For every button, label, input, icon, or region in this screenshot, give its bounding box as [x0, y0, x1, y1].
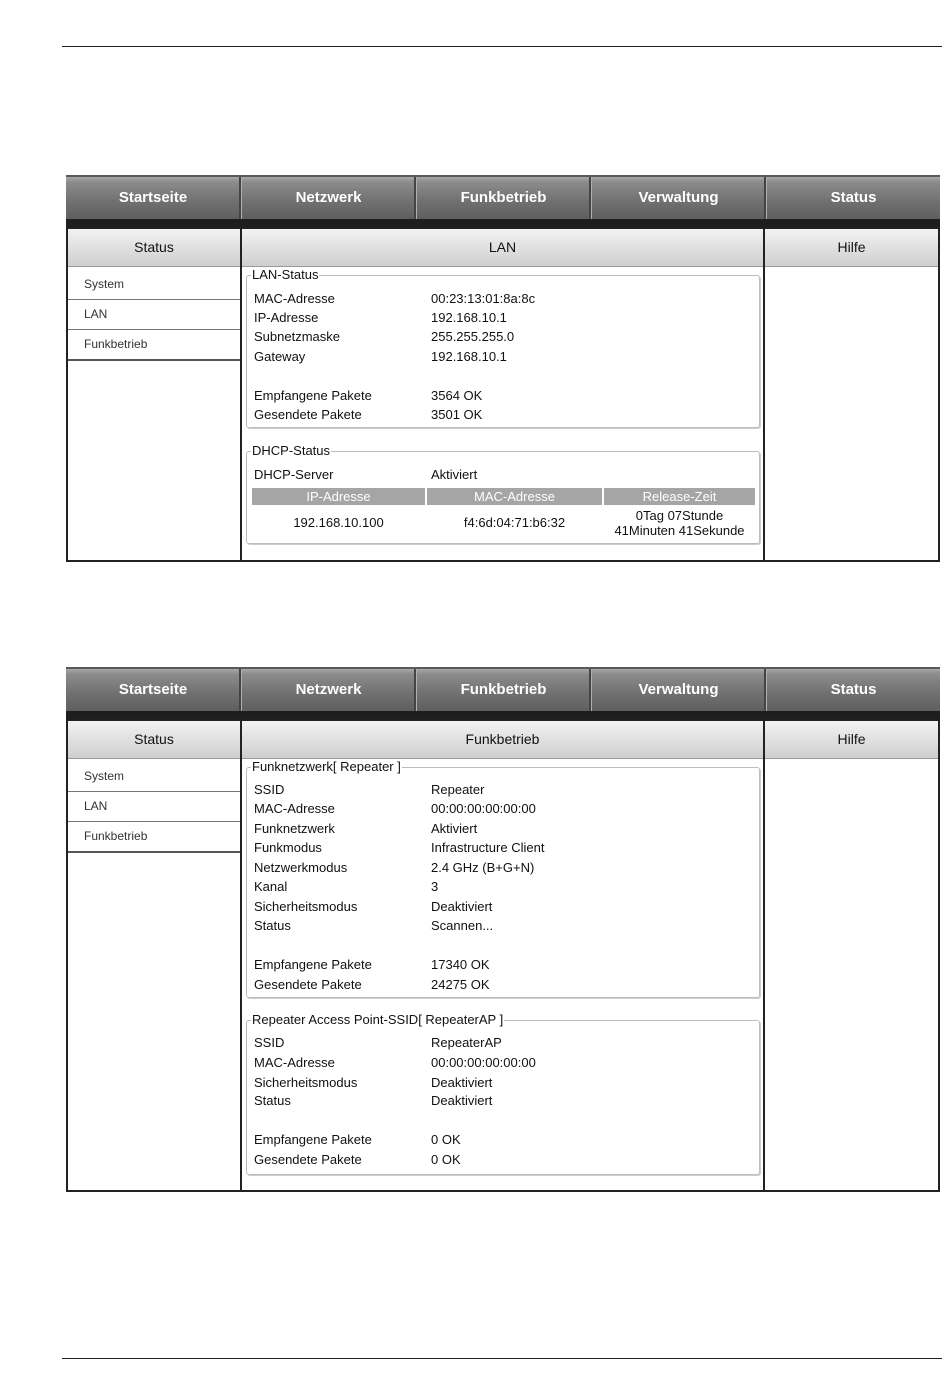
dhcp-col-release: Release-Zeit [604, 488, 755, 505]
main-panel [242, 229, 765, 560]
lan-status-group [246, 267, 760, 428]
mac-label: MAC-Adresse [254, 801, 335, 816]
sidebar [68, 229, 242, 560]
sidebar-item-lan[interactable]: LAN [68, 792, 240, 822]
ap-rx-packets-value: 0 OK [431, 1132, 461, 1147]
ssid-value: Repeater [431, 782, 485, 797]
security-mode-value: Deaktiviert [431, 899, 493, 914]
screenshot-lan [66, 175, 940, 563]
subnet-value: 255.255.255.0 [431, 329, 515, 344]
dhcp-col-ip: IP-Adresse [252, 488, 425, 505]
dhcp-server-value: Aktiviert [431, 467, 478, 482]
tab-startseite[interactable]: Startseite [118, 681, 188, 698]
ap-tx-packets-label: Gesendete Pakete [254, 1152, 362, 1167]
tx-packets-value: 24275 OK [431, 977, 490, 992]
dhcp-table [252, 488, 755, 538]
channel-label: Kanal [254, 879, 288, 894]
help-title: Hilfe [765, 721, 938, 759]
tx-packets-label: Gesendete Pakete [254, 977, 362, 992]
subnet-label: Subnetzmaske [254, 329, 340, 344]
sidebar-item-lan[interactable]: LAN [68, 300, 240, 330]
ssid-label: SSID [254, 782, 285, 797]
top-navigation [66, 667, 940, 711]
rx-packets-value: 3564 OK [431, 388, 483, 403]
sidebar-item-system[interactable]: System [68, 270, 240, 300]
sidebar-item-funkbetrieb[interactable]: Funkbetrieb [68, 330, 240, 361]
tab-verwaltung[interactable]: Verwaltung [638, 681, 719, 698]
status-label: Status [254, 918, 291, 933]
screenshot-funkbetrieb [66, 667, 940, 1193]
ap-tx-packets-value: 0 OK [431, 1152, 461, 1167]
tab-funkbetrieb[interactable]: Funkbetrieb [460, 681, 547, 698]
repeater-ap-legend: Repeater Access Point-SSID[ RepeaterAP ] [252, 1012, 504, 1027]
dhcp-status-legend: DHCP-Status [252, 443, 331, 458]
wireless-value: Aktiviert [431, 821, 478, 836]
page-title: LAN [242, 229, 763, 267]
wireless-network-group [246, 759, 760, 998]
sidebar-item-system[interactable]: System [68, 762, 240, 792]
dhcp-server-label: DHCP-Server [254, 467, 334, 482]
ip-value: 192.168.10.1 [431, 310, 507, 325]
gateway-value: 192.168.10.1 [431, 349, 507, 364]
security-mode-label: Sicherheitsmodus [254, 899, 358, 914]
bottom-rule [62, 1358, 942, 1359]
nav-divider [66, 711, 940, 719]
sidebar-title: Status [68, 229, 240, 267]
channel-value: 3 [431, 879, 439, 894]
status-value: Scannen... [431, 918, 494, 933]
ap-mac-value: 00:00:00:00:00:00 [431, 1055, 536, 1070]
help-title: Hilfe [765, 229, 938, 267]
rx-packets-label: Empfangene Pakete [254, 957, 372, 972]
rx-packets-label: Empfangene Pakete [254, 388, 372, 403]
ap-security-label: Sicherheitsmodus [254, 1075, 358, 1090]
nav-divider [66, 219, 940, 227]
ap-security-value: Deaktiviert [431, 1075, 493, 1090]
sidebar [68, 721, 242, 1190]
lan-status-legend: LAN-Status [252, 267, 319, 282]
rx-packets-value: 17340 OK [431, 957, 490, 972]
content-frame [66, 719, 940, 1192]
lease-release-line1: 0Tag 07Stunde [635, 508, 724, 523]
mac-value: 00:23:13:01:8a:8c [431, 291, 536, 306]
ap-rx-packets-label: Empfangene Pakete [254, 1132, 372, 1147]
tx-packets-value: 3501 OK [431, 407, 483, 422]
tab-funkbetrieb[interactable]: Funkbetrieb [460, 189, 547, 206]
top-rule [62, 46, 942, 47]
page-title: Funkbetrieb [242, 721, 763, 759]
ap-status-value: Deaktiviert [431, 1093, 493, 1108]
top-navigation [66, 175, 940, 219]
main-panel [242, 721, 765, 1190]
sidebar-title: Status [68, 721, 240, 759]
content-frame [66, 227, 940, 562]
tab-netzwerk[interactable]: Netzwerk [295, 189, 362, 206]
lease-ip: 192.168.10.100 [293, 515, 384, 530]
ip-label: IP-Adresse [254, 310, 319, 325]
radio-mode-value: Infrastructure Client [431, 840, 545, 855]
wireless-legend: Funknetzwerk[ Repeater ] [252, 759, 401, 774]
mac-value: 00:00:00:00:00:00 [431, 801, 536, 816]
tab-status[interactable]: Status [830, 189, 877, 206]
tab-status[interactable]: Status [830, 681, 877, 698]
lease-mac: f4:6d:04:71:b6:32 [463, 515, 566, 530]
dhcp-col-mac: MAC-Adresse [427, 488, 602, 505]
gateway-label: Gateway [254, 349, 306, 364]
tab-startseite[interactable]: Startseite [118, 189, 188, 206]
mac-label: MAC-Adresse [254, 291, 335, 306]
help-panel [765, 721, 938, 1190]
network-mode-value: 2.4 GHz (B+G+N) [431, 860, 535, 875]
lease-release-line2: 41Minuten 41Sekunde [614, 523, 745, 538]
tx-packets-label: Gesendete Pakete [254, 407, 362, 422]
network-mode-label: Netzwerkmodus [254, 860, 348, 875]
ap-ssid-label: SSID [254, 1035, 285, 1050]
tab-netzwerk[interactable]: Netzwerk [295, 681, 362, 698]
sidebar-item-funkbetrieb[interactable]: Funkbetrieb [68, 822, 240, 853]
ap-ssid-value: RepeaterAP [431, 1035, 502, 1050]
radio-mode-label: Funkmodus [254, 840, 322, 855]
ap-mac-label: MAC-Adresse [254, 1055, 335, 1070]
tab-verwaltung[interactable]: Verwaltung [638, 189, 719, 206]
wireless-label: Funknetzwerk [254, 821, 335, 836]
repeater-ap-group [246, 1012, 760, 1175]
help-panel [765, 229, 938, 560]
dhcp-status-group [246, 443, 760, 544]
ap-status-label: Status [254, 1093, 291, 1108]
